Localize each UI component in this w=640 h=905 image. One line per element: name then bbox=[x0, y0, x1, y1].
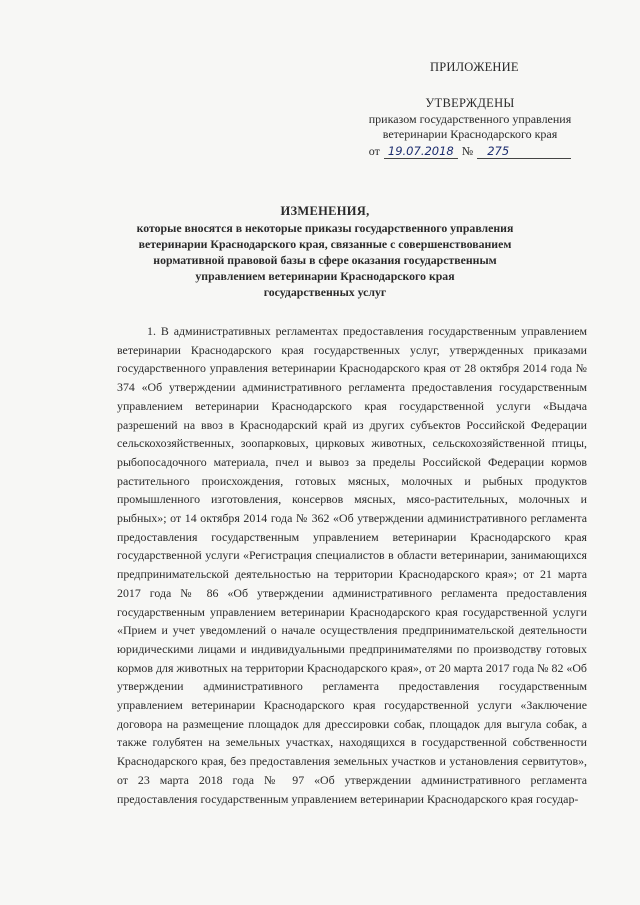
title-subtitle-line: нормативной правовой базы в сфере оказания государственным bbox=[153, 253, 497, 267]
title-subtitle-line: управлением ветеринарии Краснодарского края bbox=[195, 269, 455, 283]
title-subtitle-line: ветеринарии Краснодарского края, связанные с совершенствованием bbox=[138, 237, 512, 251]
approval-block bbox=[340, 96, 600, 159]
date-prefix: от bbox=[368, 144, 380, 158]
body-paragraph: 1. В административных регламентах предоставления государственным управлением ветеринарии Краснодарского края государственных услуг, утвержденных приказами государственного управления ветеринарии Краснодарского края от 28 октября 2014 года № 374 «Об утверждении административного регламента предоставления государственным управлением ветеринарии Краснодарского края государственной услуги «Выдача разрешений на ввоз в Краснодарский край из других субъектов Российской Федерации сельскохозяйственных, зоопарковых, цирковых животных, сельскохозяйственной птицы, рыбопосадочного материала, пчел и вывоз за пределы Российской Федерации кормов растительного происхождения, готовых мясных, молочных и рыбных продуктов промышленного изготовления, консервов мясных, мясо-растительных, молочных и рыбных»; от 14 октября 2014 года № 362 «Об утверждении административного регламента предоставления государственным управлением ветеринарии Краснодарского края государственной услуги «Регистрация специалистов в области ветеринарии, занимающихся предпринимательской деятельностью на территории Краснодарского края»; от 21 марта 2017 года № 86 «Об утверждении административного регламента предоставления государственным управлением ветеринарии Краснодарского края государственной услуги «Прием и учет уведомлений о начале осуществления предпринимательской деятельности юридическими лицами и индивидуальными предпринимателями по производству готовых кормов для животных на территории Краснодарского края», от 20 марта 2017 года № 82 «Об утверждении административного регламента предоставления государственным управлением ветеринарии Краснодарского края государственной услуги «Заключение договора на размещение площадок для дрессировки собак, площадок для выгула собак, а также голубятен на земельных участках, находящихся в государственной собственности Краснодарского края, без предоставления земельных участков и установления сервитутов», от 23 марта 2018 года № 97 «Об утверждении административного регламента предоставления государственным управлением ветеринарии Краснодарского края государ- bbox=[117, 324, 587, 806]
approved-label: УТВЕРЖДЕНЫ bbox=[425, 96, 515, 110]
number-prefix: № bbox=[461, 144, 474, 158]
title-main: ИЗМЕНЕНИЯ, bbox=[280, 204, 370, 218]
document-title bbox=[80, 203, 570, 300]
approved-by-line-1: приказом государственного управления bbox=[368, 112, 572, 126]
order-date: 19.07.2018 bbox=[384, 145, 458, 159]
order-number: 275 bbox=[477, 145, 571, 159]
title-subtitle-line: государственных услуг bbox=[263, 285, 387, 299]
order-date-number-line bbox=[340, 144, 600, 159]
approved-by-line-2: ветеринарии Краснодарского края bbox=[382, 127, 558, 141]
annex-label: ПРИЛОЖЕНИЕ bbox=[430, 60, 519, 74]
title-subtitle-line: которые вносятся в некоторые приказы государственного управления bbox=[136, 221, 514, 235]
